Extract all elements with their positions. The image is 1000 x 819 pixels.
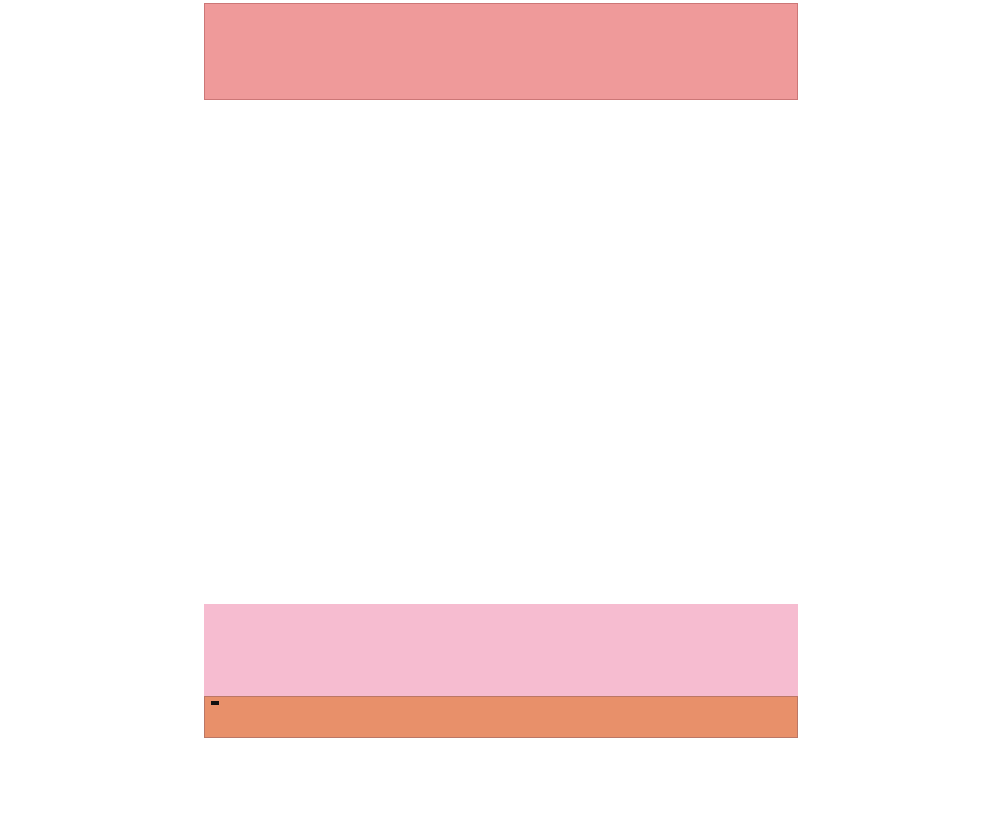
special-size-zone (204, 3, 798, 100)
keycap-grid (204, 102, 798, 604)
emergency-key (211, 701, 219, 705)
number-zone (204, 604, 798, 696)
abbreviation-zone (204, 696, 798, 738)
